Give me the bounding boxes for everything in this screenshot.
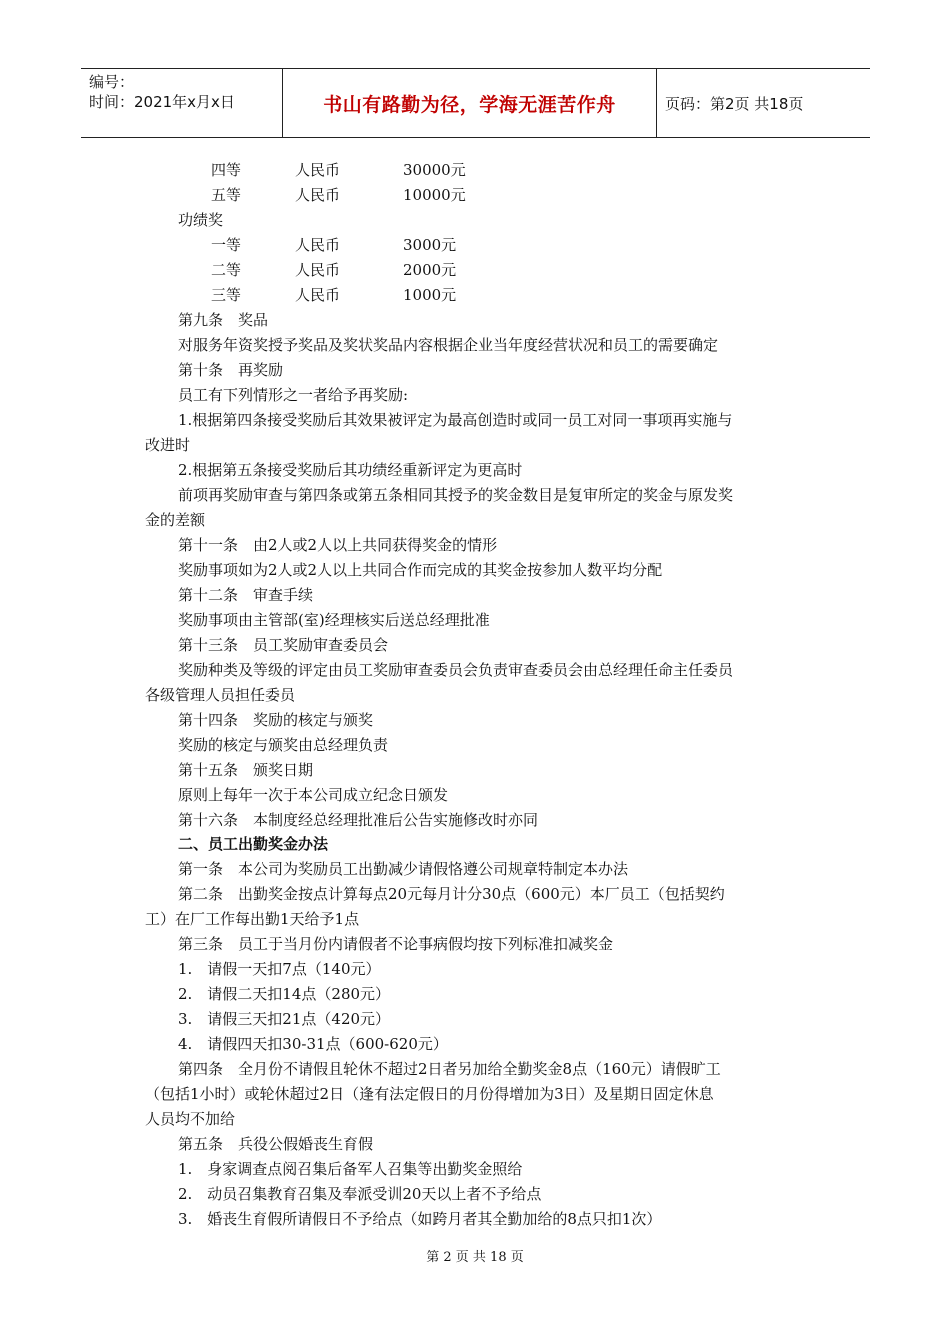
prize-amount: 10000元 [403, 186, 466, 204]
paragraph-line: 奖励的核定与颁奖由总经理负责 [178, 736, 389, 754]
paragraph-line: 1.根据第四条接受奖励后其效果被评定为最高创造时或同一员工对同一事项再实施与 [178, 411, 733, 429]
paragraph-line: 第一条 本公司为奖励员工出勤减少请假恪遵公司规章特制定本办法 [178, 860, 629, 878]
prize-amount: 1000元 [403, 286, 457, 304]
prize-currency: 人民币 [295, 286, 341, 304]
paragraph-line: 奖励种类及等级的评定由员工奖励审查委员会负责审查委员会由总经理任命主任委员 [178, 661, 734, 679]
header-motto: 书山有路勤为径，学海无涯苦作舟 [283, 69, 657, 137]
paragraph-line: 对服务年资奖授予奖品及奖状奖品内容根据企业当年度经营状况和员工的需要确定 [178, 336, 719, 354]
paragraph-line: 人员均不加给 [145, 1110, 236, 1128]
merit-award-title: 功绩奖 [178, 211, 224, 229]
prize-grade: 二等 [211, 261, 242, 279]
paragraph-line: 第三条 员工于当月份内请假者不论事病假均按下列标准扣减奖金 [178, 935, 614, 953]
prize-grade: 五等 [211, 186, 242, 204]
header-table [81, 68, 870, 138]
paragraph-line: 奖励事项如为2人或2人以上共同合作而完成的其奖金按参加人数平均分配 [178, 561, 663, 579]
article-heading: 第十三条 员工奖励审查委员会 [178, 636, 389, 654]
article-heading: 第十条 再奖励 [178, 361, 284, 379]
prize-grade: 三等 [211, 286, 242, 304]
paragraph-line: 第四条 全月份不请假且轮休不超过2日者另加给全勤奖金8点（160元）请假旷工 [178, 1060, 721, 1078]
paragraph-line: 原则上每年一次于本公司成立纪念日颁发 [178, 786, 449, 804]
document-number-label: 编号： [89, 73, 135, 91]
page-footer: 第 2 页 共 18 页 [426, 1250, 524, 1265]
paragraph-line: 员工有下列情形之一者给予再奖励: [178, 386, 409, 404]
paragraph-line: 金的差额 [145, 511, 206, 529]
paragraph-line: 奖励事项由主管部(室)经理核实后送总经理批准 [178, 611, 490, 629]
article-heading: 第五条 兵役公假婚丧生育假 [178, 1135, 374, 1153]
paragraph-line: 前项再奖励审查与第四条或第五条相同其授予的奖金数目是复审所定的奖金与原发奖 [178, 486, 734, 504]
prize-grade: 一等 [211, 236, 242, 254]
paragraph-line: 2.根据第五条接受奖励后其功绩经重新评定为更高时 [178, 461, 523, 479]
document-date-label: 时间：2021年x月x日 [89, 93, 235, 111]
article-heading: 第十五条 颁奖日期 [178, 761, 314, 779]
list-item: 1. 身家调查点阅召集后备军人召集等出勤奖金照给 [178, 1160, 523, 1178]
list-item: 4. 请假四天扣30-31点（600-620元） [178, 1035, 448, 1053]
prize-amount: 2000元 [403, 261, 457, 279]
article-heading: 第十二条 审查手续 [178, 586, 314, 604]
article-heading: 第十一条 由2人或2人以上共同获得奖金的情形 [178, 536, 498, 554]
article-heading: 第十六条 本制度经总经理批准后公告实施修改时亦同 [178, 811, 539, 829]
article-heading: 第九条 奖品 [178, 311, 269, 329]
list-item: 3. 婚丧生育假所请假日不予给点（如跨月者其全勤加给的8点只扣1次） [178, 1210, 662, 1228]
prize-grade: 四等 [211, 161, 242, 179]
prize-currency: 人民币 [295, 186, 341, 204]
list-item: 2. 请假二天扣14点（280元） [178, 985, 391, 1003]
paragraph-line: 改进时 [145, 436, 191, 454]
paragraph-line: 各级管理人员担任委员 [145, 686, 296, 704]
header-page-number: 页码：第2页 共18页 [665, 94, 804, 113]
prize-amount: 3000元 [403, 236, 457, 254]
list-item: 3. 请假三天扣21点（420元） [178, 1010, 391, 1028]
paragraph-line: 工）在厂工作每出勤1天给予1点 [145, 910, 360, 928]
prize-currency: 人民币 [295, 236, 341, 254]
prize-currency: 人民币 [295, 161, 341, 179]
list-item: 1. 请假一天扣7点（140元） [178, 960, 381, 978]
list-item: 2. 动员召集教育召集及奉派受训20天以上者不予给点 [178, 1185, 542, 1203]
header-meta-cell [81, 69, 283, 137]
prize-amount: 30000元 [403, 161, 466, 179]
paragraph-line: 第二条 出勤奖金按点计算每点20元每月计分30点（600元）本厂员工（包括契约 [178, 885, 725, 903]
section-heading: 二、员工出勤奖金办法 [178, 835, 329, 853]
article-heading: 第十四条 奖励的核定与颁奖 [178, 711, 374, 729]
paragraph-line: （包括1小时）或轮休超过2日（逢有法定假日的月份得增加为3日）及星期日固定休息 [145, 1085, 714, 1103]
prize-currency: 人民币 [295, 261, 341, 279]
